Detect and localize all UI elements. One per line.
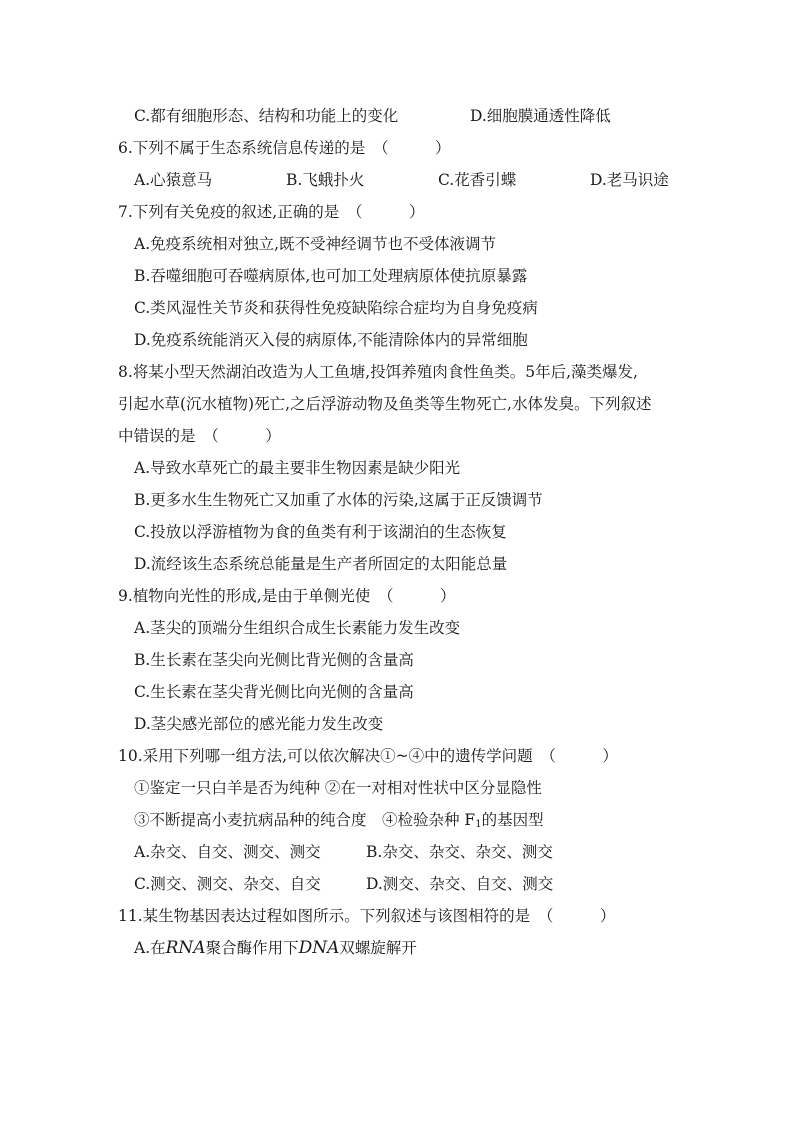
q9-option-c: C.生长素在茎尖背光侧比向光侧的含量高 (134, 683, 414, 701)
q6-stem: 6.下列不属于生态系统信息传递的是 （ ） (118, 139, 451, 157)
q5-option-c: C.都有细胞形态、结构和功能上的变化 (134, 107, 399, 125)
q11-option-a-pre: A.在 (134, 939, 166, 957)
q8-stem-line-2: 引起水草(沉水植物)死亡,之后浮游动物及鱼类等生物死亡,水体发臭。下列叙述 (118, 395, 652, 413)
q9-option-b: B.生长素在茎尖向光侧比背光侧的含量高 (134, 651, 414, 669)
q10-items-line-2 (134, 810, 544, 835)
q10-option-a: A.杂交、自交、测交、测交 (134, 843, 321, 861)
q9-option-a: A.茎尖的顶端分生组织合成生长素能力发生改变 (134, 619, 461, 637)
q8-option-c: C.投放以浮游植物为食的鱼类有利于该湖泊的生态恢复 (134, 523, 507, 541)
q11-option-a (134, 938, 417, 958)
q8-stem-line-1: 8.将某小型天然湖泊改造为人工鱼塘,投饵养殖肉食性鱼类。5年后,藻类爆发, (118, 363, 638, 381)
q6-option-d: D.老马识途 (590, 171, 669, 189)
q5-option-d: D.细胞膜通透性降低 (470, 107, 611, 125)
q6-option-c: C.花香引蝶 (438, 171, 517, 189)
q7-option-d: D.免疫系统能消灭入侵的病原体,不能清除体内的异常细胞 (134, 331, 528, 349)
q8-option-b: B.更多水生生物死亡又加重了水体的污染,这属于正反馈调节 (134, 491, 543, 509)
q7-stem: 7.下列有关免疫的叙述,正确的是 （ ） (118, 203, 425, 221)
q10-items-line-2-text: ③不断提高小麦抗病品种的纯合度 ④检验杂种 F (134, 811, 476, 829)
q8-option-d: D.流经该生态系统总能量是生产者所固定的太阳能总量 (134, 555, 508, 573)
q8-stem-line-3: 中错误的是 （ ） (118, 427, 281, 445)
q10-option-b: B.杂交、杂交、杂交、测交 (366, 843, 553, 861)
q8-option-a: A.导致水草死亡的最主要非生物因素是缺少阳光 (134, 459, 461, 477)
q7-option-c: C.类风湿性关节炎和获得性免疫缺陷综合症均为自身免疫病 (134, 299, 538, 317)
q7-option-a: A.免疫系统相对独立,既不受神经调节也不受体液调节 (134, 235, 497, 253)
q7-option-b: B.吞噬细胞可吞噬病原体,也可加工处理病原体使抗原暴露 (134, 267, 528, 285)
q11-stem: 11.某生物基因表达过程如图所示。下列叙述与该图相符的是 （ ） (118, 907, 616, 925)
q9-option-d: D.茎尖感光部位的感光能力发生改变 (134, 715, 384, 733)
q10-items-line-2-end: 的基因型 (481, 811, 544, 829)
q10-option-d: D.测交、杂交、自交、测交 (366, 875, 554, 893)
q9-stem: 9.植物向光性的形成,是由于单侧光使 （ ） (118, 587, 456, 605)
q10-items-line-1: ①鉴定一只白羊是否为纯种 ②在一对相对性状中区分显隐性 (134, 779, 542, 797)
q6-option-b: B.飞蛾扑火 (286, 171, 365, 189)
q6-option-a: A.心猿意马 (134, 171, 213, 189)
q10-f1-subscript: 1 (475, 819, 482, 830)
q11-option-a-post: 双螺旋解开 (339, 939, 417, 957)
q11-dna-term: DNA (298, 938, 340, 958)
q11-rna-term: RNA (165, 938, 206, 958)
q10-option-c: C.测交、测交、杂交、自交 (134, 875, 321, 893)
q11-option-a-mid: 聚合酶作用下 (205, 939, 299, 957)
q10-stem: 10.采用下列哪一组方法,可以依次解决①~④中的遗传学问题 （ ） (118, 747, 618, 765)
